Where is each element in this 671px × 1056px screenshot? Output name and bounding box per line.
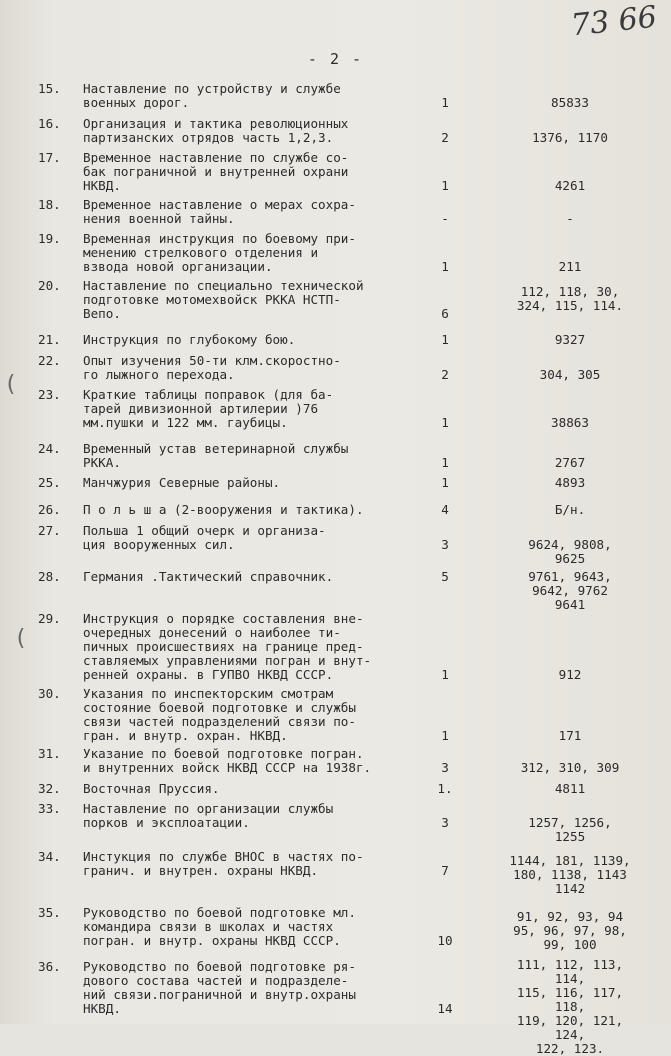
entry-quantity: 1 [441, 728, 449, 743]
entry-inventory-numbers: 4811 [554, 781, 586, 796]
entry-title: Временное наставление по службе со- бак пограничной и внутренней охрани НКВД. [83, 150, 349, 193]
margin-mark: ( [4, 372, 18, 397]
entry-number: 34. [38, 849, 61, 864]
entry-title: Германия .Тактический справочник. [83, 569, 334, 584]
entry-quantity: 3 [441, 760, 449, 775]
page-number: - 2 - [307, 50, 364, 68]
margin-mark: ( [14, 626, 28, 651]
entry-quantity: 1 [441, 667, 449, 682]
entry-number: 19. [38, 231, 61, 246]
entry-title: Польша 1 общий очерк и организа- ция вооруженных сил. [83, 523, 326, 552]
entry-quantity: 1 [441, 259, 449, 274]
entry-title: Опыт изучения 50-ти клм.скоростно- го лыжного перехода. [83, 353, 341, 382]
entry-inventory-numbers: 111, 112, 113, 114, 115, 116, 117, 118, 119, 120, 121, 124, 122, 123. [516, 957, 624, 1056]
entry-quantity: - [441, 211, 449, 226]
entry-number: 21. [38, 332, 61, 347]
entry-quantity: 10 [437, 933, 453, 948]
entry-number: 36. [38, 959, 61, 974]
entry-title: Краткие таблицы поправок (для ба- тарей дивизионной артилерии )76 мм.пушки и 122 мм. гаубицы. [83, 387, 334, 430]
entry-quantity: 3 [441, 815, 449, 830]
entry-title: Восточная Пруссия. [83, 781, 220, 796]
entry-number: 17. [38, 150, 61, 165]
entry-quantity: 5 [441, 569, 449, 584]
entry-quantity: 1 [441, 95, 449, 110]
entry-quantity: 1 [441, 332, 449, 347]
entry-number: 18. [38, 197, 61, 212]
entry-inventory-numbers: 4893 [554, 475, 586, 490]
entry-inventory-numbers: 112, 118, 30, 324, 115, 114. [516, 284, 624, 313]
entry-number: 26. [38, 502, 61, 517]
entry-quantity: 1 [441, 475, 449, 490]
entry-title: Наставление по организации службы порков и эксплоатации. [83, 801, 334, 830]
entry-number: 31. [38, 746, 61, 761]
entry-inventory-numbers: 85833 [551, 95, 589, 110]
entry-inventory-numbers: 2767 [554, 455, 586, 470]
entry-inventory-numbers: 912 [558, 667, 582, 682]
entry-number: 22. [38, 353, 61, 368]
handwritten-folio-number: 73 66 [569, 0, 659, 44]
entry-quantity: 1. [437, 781, 453, 796]
entry-quantity: 2 [441, 367, 449, 382]
entry-quantity: 7 [441, 863, 449, 878]
entry-number: 15. [38, 81, 61, 96]
entry-inventory-numbers: 91, 92, 93, 94 95, 96, 97, 98, 99, 100 [513, 909, 627, 952]
entry-title: Временный устав ветеринарной службы РККА. [83, 441, 349, 470]
entry-title: Временное наставление о мерах сохра- нения военной тайны. [83, 197, 356, 226]
entry-number: 32. [38, 781, 61, 796]
entry-number: 33. [38, 801, 61, 816]
entry-inventory-numbers: 1257, 1256, 1255 [528, 815, 612, 844]
entry-number: 29. [38, 611, 61, 626]
entry-title: Временная инструкция по боевому при- менению стрелкового отделения и взвода новой организации. [83, 231, 356, 274]
entry-inventory-numbers: 312, 310, 309 [520, 760, 620, 775]
entry-quantity: 3 [441, 537, 449, 552]
entry-number: 28. [38, 569, 61, 584]
entry-number: 23. [38, 387, 61, 402]
entry-title: Манчжурия Северные районы. [83, 475, 281, 490]
entry-inventory-numbers: 1144, 181, 1139, 180, 1138, 1143 1142 [509, 853, 631, 896]
entry-title: Организация и тактика революционных партизанских отрядов часть 1,2,3. [83, 116, 349, 145]
entry-inventory-numbers: 211 [558, 259, 582, 274]
entry-title: Наставление по устройству и службе военных дорог. [83, 81, 341, 110]
entry-inventory-numbers: 9624, 9808, 9625 [528, 537, 612, 566]
entry-inventory-numbers: - [566, 211, 574, 226]
entry-number: 30. [38, 686, 61, 701]
entry-title: Инструкция по глубокому бою. [83, 332, 296, 347]
entry-number: 16. [38, 116, 61, 131]
entry-title: Указания по инспекторским смотрам состояние боевой подготовке и службы связи частей подразделений связи по- гран. и внутр. охран. НКВД. [83, 686, 356, 743]
entry-number: 27. [38, 523, 61, 538]
entry-title: Руководство по боевой подготовке ря- дового состава частей и подразделе- ний связи.пограничной и внутр.охраны НКВД. [83, 959, 356, 1016]
entry-number: 25. [38, 475, 61, 490]
entry-title: Руководство по боевой подготовке мл. командира связи в школах и частях погран. и внутр. охраны НКВД СССР. [83, 905, 356, 948]
entry-inventory-numbers: 9327 [554, 332, 586, 347]
entry-quantity: 2 [441, 130, 449, 145]
entry-quantity: 1 [441, 415, 449, 430]
entry-inventory-numbers: 4261 [554, 178, 586, 193]
entry-inventory-numbers: 171 [558, 728, 582, 743]
entry-inventory-numbers: 38863 [551, 415, 589, 430]
entry-quantity: 1 [441, 178, 449, 193]
entry-quantity: 6 [441, 306, 449, 321]
entry-quantity: 4 [441, 502, 449, 517]
entry-title: Инструкция о порядке составления вне- очередных донесений о наиболее ти- пичных происшествиях на границе пред- ставляемых управлениями погран и внут- ренней охраны. в ГУПВО НКВД СССР. [83, 611, 372, 682]
entry-quantity: 14 [437, 1001, 453, 1016]
entry-title: П о л ь ш а (2-вооружения и тактика). [83, 502, 364, 517]
entry-inventory-numbers: 9761, 9643, 9642, 9762 9641 [528, 569, 612, 612]
entry-number: 20. [38, 278, 61, 293]
entry-inventory-numbers: 304, 305 [539, 367, 601, 382]
entry-title: Инстукция по службе ВНОС в частях по- гранич. и внутрен. охраны НКВД. [83, 849, 364, 878]
entry-title: Указание по боевой подготовке погран. и внутренних войск НКВД СССР на 1938г. [83, 746, 372, 775]
entry-inventory-numbers: Б/н. [554, 502, 586, 517]
entry-number: 24. [38, 441, 61, 456]
entry-title: Наставление по специально технической подготовке мотомехвойск РККА НСТП- Вепо. [83, 278, 364, 321]
entry-inventory-numbers: 1376, 1170 [532, 130, 608, 145]
entry-quantity: 1 [441, 455, 449, 470]
entry-number: 35. [38, 905, 61, 920]
